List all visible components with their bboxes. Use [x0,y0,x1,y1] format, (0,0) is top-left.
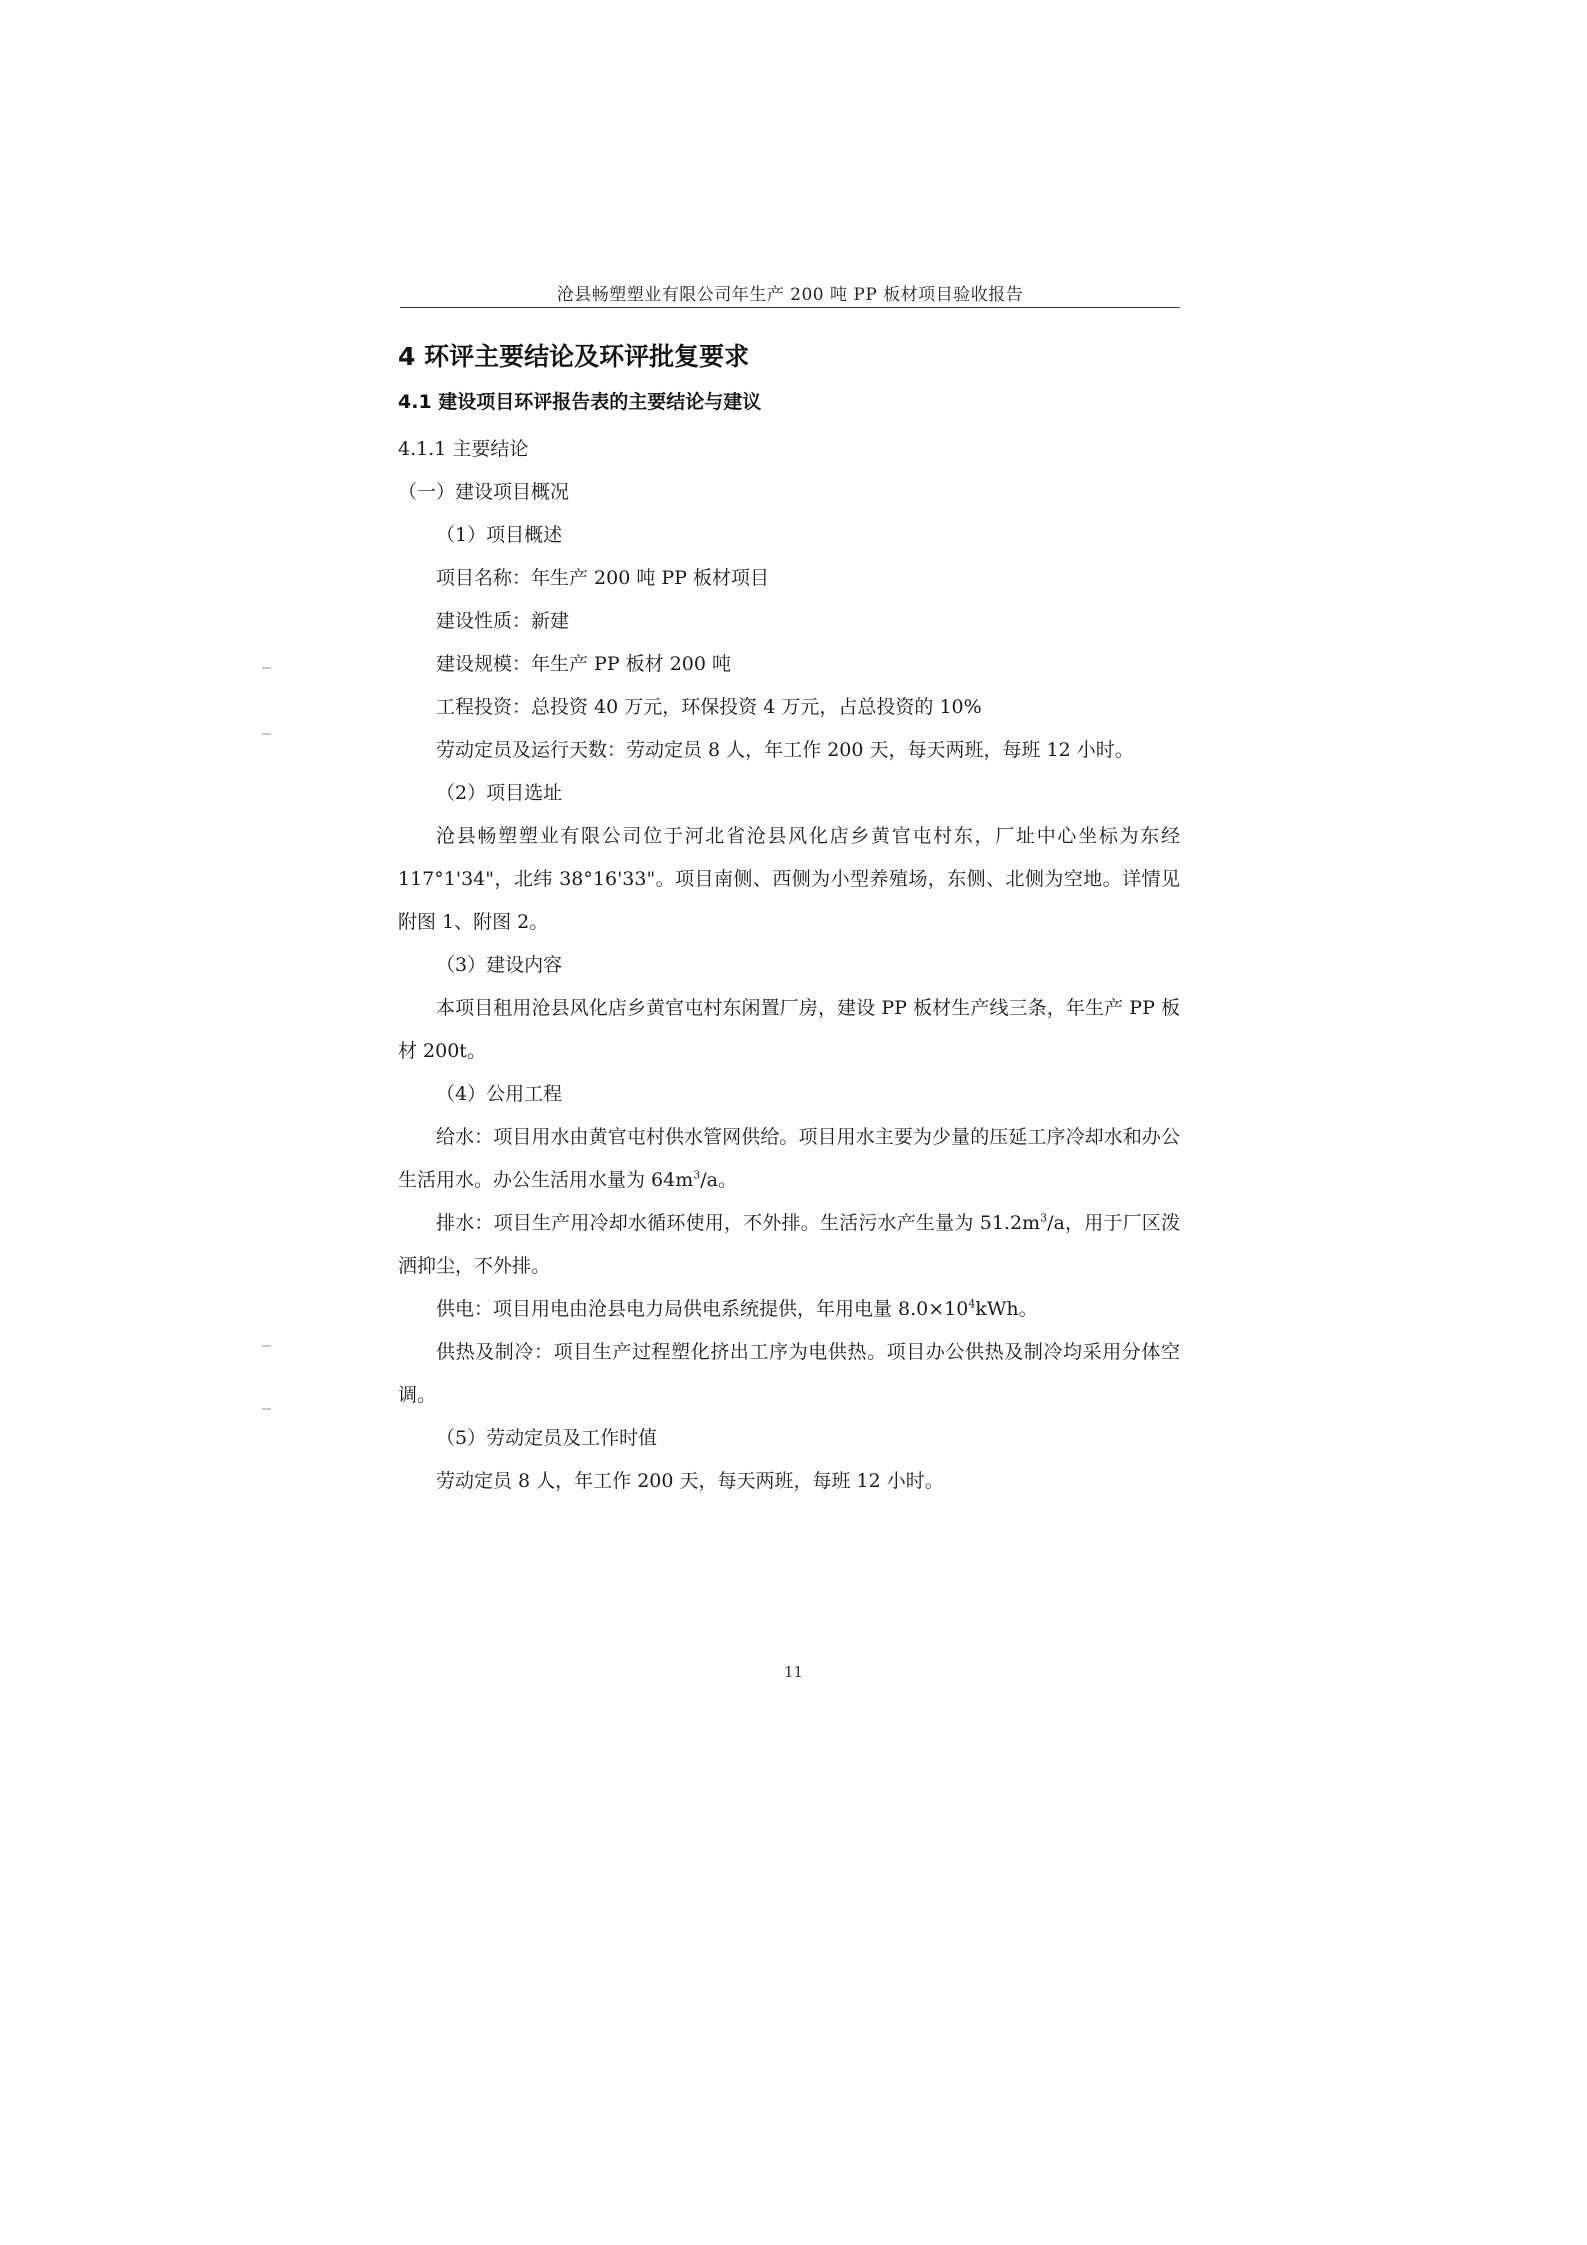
project-staff-line: 劳动定员及运行天数：劳动定员 8 人，年工作 200 天，每天两班，每班 12 小时。 [436,739,1134,761]
chapter-title: 4 环评主要结论及环评批复要求 [398,342,750,371]
running-header: 沧县畅塑塑业有限公司年生产 200 吨 PP 板材项目验收报告 [556,285,1024,305]
section-title-4-1: 4.1 建设项目环评报告表的主要结论与建议 [398,391,762,413]
project-investment-line: 工程投资：总投资 40 万元，环保投资 4 万元，占总投资的 10% [436,696,982,718]
water-supply-unit: /a。 [700,1169,737,1191]
power-text: 供电：项目用电由沧县电力局供电系统提供，年用电量 8.0×10 [436,1298,969,1320]
header-rule [400,307,1180,308]
item-title-content: （3）建设内容 [436,954,563,976]
water-supply-superscript: 3 [693,1168,701,1182]
page-content [398,340,1180,1503]
project-name-line: 项目名称：年生产 200 吨 PP 板材项目 [436,567,769,589]
scan-artifact-mark [262,733,271,735]
item-title-site: （2）项目选址 [436,782,563,804]
power-superscript: 4 [968,1297,976,1311]
item-title-utilities: （4）公用工程 [436,1083,563,1105]
power-paragraph [398,1288,1180,1331]
scan-artifact-mark [262,1345,271,1347]
item-title-overview: （1）项目概述 [436,524,563,546]
heating-paragraph: 供热及制冷：项目生产过程塑化挤出工序为电供热。项目办公供热及制冷均采用分体空调。 [398,1341,1180,1406]
water-supply-text: 给水：项目用水由黄官屯村供水管网供给。项目用水主要为少量的压延工序冷却水和办公生活用水。办公生活用水量为 64m [398,1126,1180,1191]
scan-artifact-mark [262,667,271,669]
content-paragraph: 本项目租用沧县风化店乡黄官屯村东闲置厂房，建设 PP 板材生产线三条，年生产 PP 板材 200t。 [398,997,1180,1062]
subsection-title-4-1-1: 4.1.1 主要结论 [398,438,529,460]
drainage-superscript: 3 [1040,1211,1048,1225]
drainage-unit: /a，用于厂区泼洒抑尘，不外排。 [398,1212,1180,1277]
project-scale-line: 建设规模：年生产 PP 板材 200 吨 [436,653,731,675]
staffing-paragraph: 劳动定员 8 人，年工作 200 天，每天两班，每班 12 小时。 [436,1470,944,1492]
page-number: 11 [783,1663,804,1681]
scan-artifact-mark [262,1408,271,1410]
power-unit: kWh。 [975,1298,1038,1320]
drainage-paragraph [398,1202,1180,1288]
part-title-project-overview: （一）建设项目概况 [398,481,570,503]
water-supply-paragraph [398,1116,1180,1202]
site-paragraph: 沧县畅塑塑业有限公司位于河北省沧县风化店乡黄官屯村东，厂址中心坐标为东经 117°1'34"，北纬 38°16'33"。项目南侧、西侧为小型养殖场，东侧、北侧为空地。详情见附图 1、附图 2。 [398,825,1180,933]
item-title-staffing: （5）劳动定员及工作时值 [436,1427,658,1449]
project-nature-line: 建设性质：新建 [436,610,570,632]
drainage-text: 排水：项目生产用冷却水循环使用，不外排。生活污水产生量为 51.2m [436,1212,1041,1234]
